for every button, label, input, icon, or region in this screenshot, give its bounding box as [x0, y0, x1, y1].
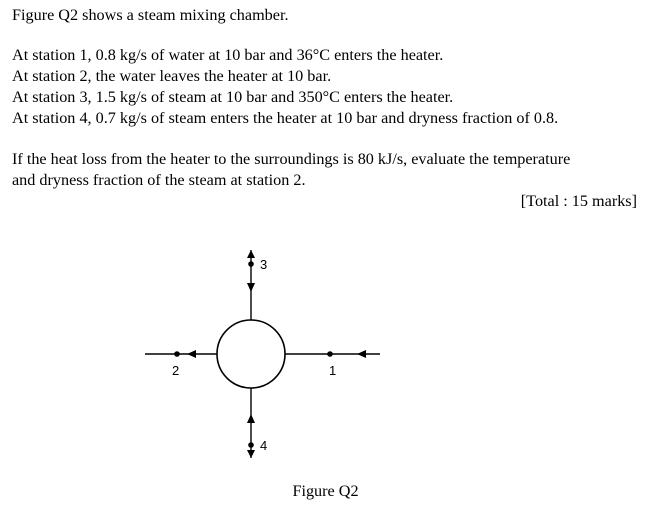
- station-4-point-arrow: [247, 450, 255, 458]
- station-1-text: At station 1, 0.8 kg/s of water at 10 bar and 36°C enters the heater.: [12, 46, 444, 64]
- figure-caption: Figure Q2: [292, 482, 359, 500]
- station-3-point: [248, 261, 254, 267]
- total-marks: [Total : 15 marks]: [520, 192, 637, 210]
- question-intro: Figure Q2 shows a steam mixing chamber.: [12, 6, 289, 24]
- station-1-flow-arrow: [357, 350, 366, 358]
- station-1-stream: [285, 350, 380, 378]
- station-1-point: [327, 351, 333, 357]
- mixing-chamber: [217, 320, 285, 388]
- station-3-point-arrow: [247, 250, 255, 258]
- station-4-label: 4: [260, 438, 268, 453]
- station-2-label: 2: [172, 363, 180, 378]
- station-3-flow-arrow: [247, 283, 255, 292]
- task-line-2: and dryness fraction of the steam at station 2.: [12, 171, 306, 189]
- station-3-stream: [247, 250, 267, 320]
- station-3-text: At station 3, 1.5 kg/s of steam at 10 bar and 350°C enters the heater.: [12, 88, 454, 106]
- station-1-label: 1: [329, 363, 337, 378]
- task-line-1: If the heat loss from the heater to the surroundings is 80 kJ/s, evaluate the temperature: [12, 150, 571, 168]
- station-4-point: [248, 442, 254, 448]
- station-2-flow-arrow: [187, 350, 196, 358]
- station-4-text: At station 4, 0.7 kg/s of steam enters the heater at 10 bar and dryness fraction of 0.8.: [12, 109, 559, 127]
- station-4-stream: [247, 388, 267, 458]
- station-2-text: At station 2, the water leaves the heater at 10 bar.: [12, 67, 332, 85]
- station-2-point: [174, 351, 180, 357]
- station-4-flow-arrow: [247, 414, 255, 423]
- station-3-label: 3: [260, 257, 268, 272]
- station-2-stream: [145, 350, 217, 378]
